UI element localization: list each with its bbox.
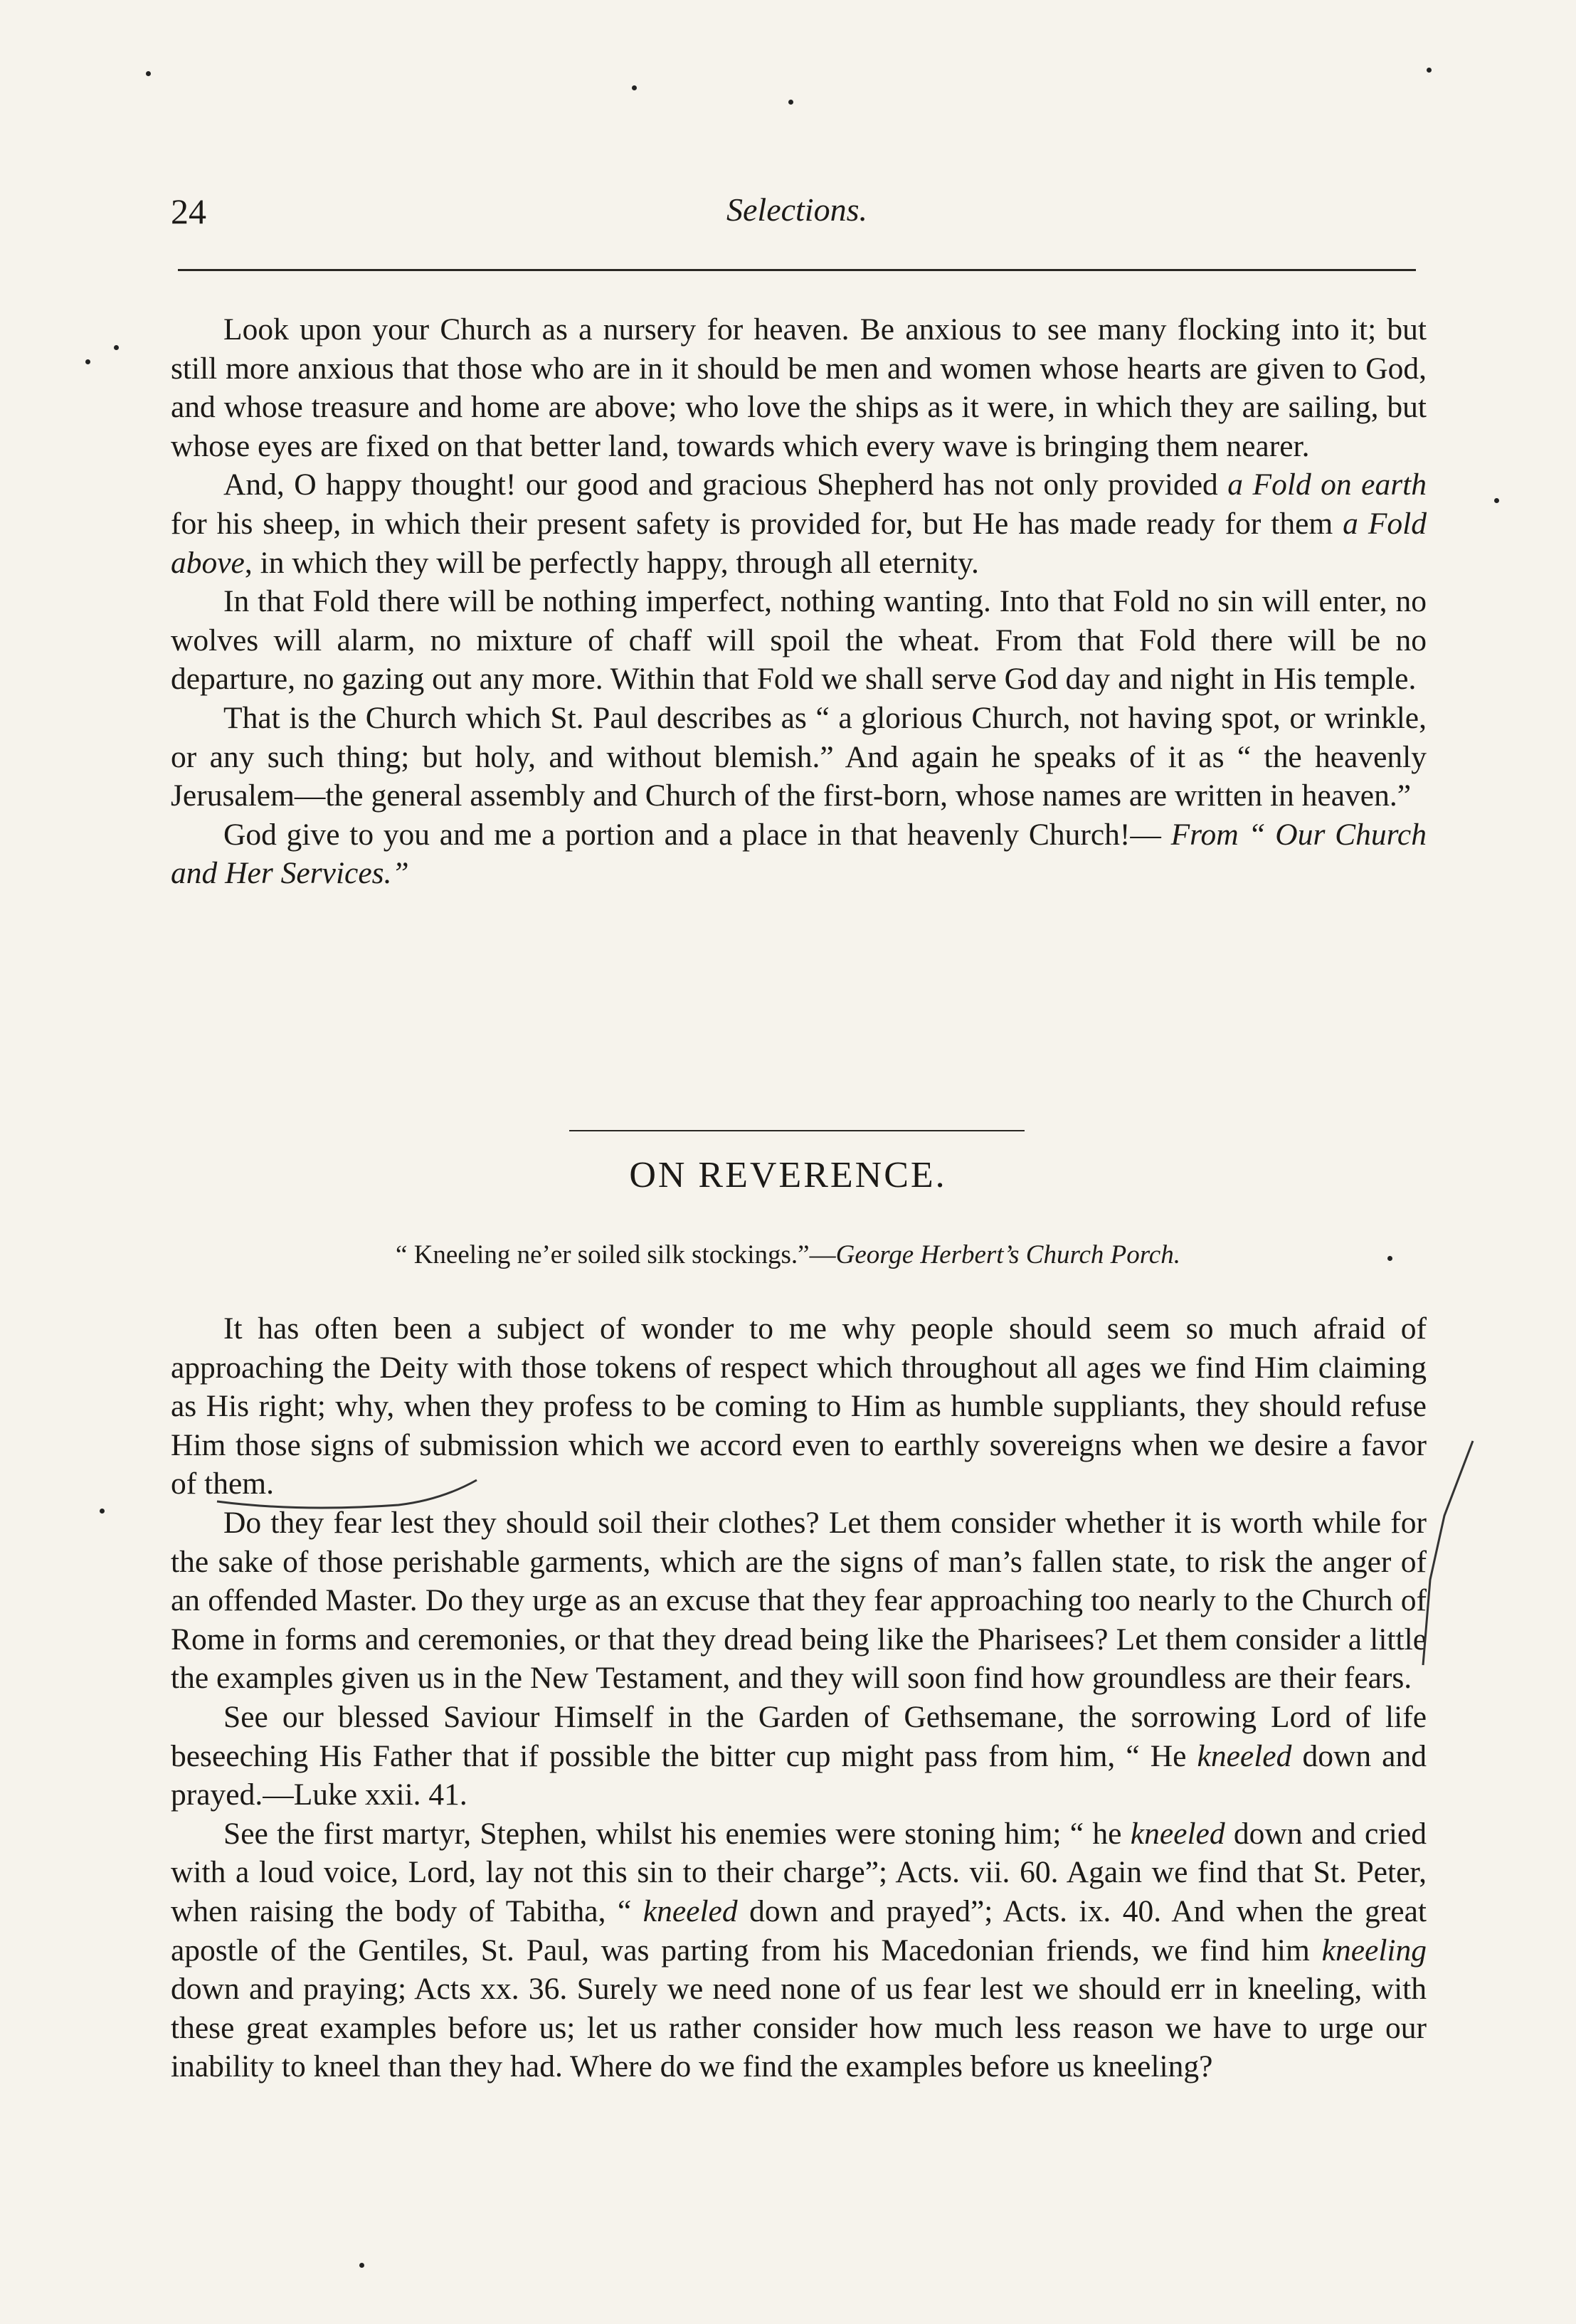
text-run: In that Fold there will be nothing imperfect, nothing wanting. Into that Fold no sin will enter, no wolves will alarm, no mixture of chaff will spoil the wheat. From that Fold there will be no departure, no gazing out any more. Within that Fold we shall serve God day and night in His temple. [171,584,1427,697]
text-run: down and prayed.—Luke xxii. 41. [171,1738,1427,1812]
text-run: down and praying; Acts xx. 36. Surely we need none of us fear lest we should err in kneeling, with these great examples before us; let us rather consider how much less reason we have to urge our inability to kneel than they had. Where do we find the examples before us kneeling? [171,1972,1427,2084]
page-number: 24 [171,191,206,231]
italic-run: a Fold above [171,506,1427,580]
text-run: And, O happy thought! our good and gracious Shepherd has not only provided [223,468,1228,502]
italic-run: kneeled [1130,1816,1225,1851]
margin-pencil-mark [1416,1437,1480,1708]
paragraph [171,310,1427,465]
epigraph [0,1240,1576,1270]
text-run: , in which they will be perfectly happy, through all eternity. [244,545,979,580]
epigraph-attribution: George Herbert’s Church Porch. [835,1240,1180,1269]
paragraph [171,1698,1427,1815]
section-1-body [171,310,1427,893]
text-run: It has often been a subject of wonder to me why people should seem so much afraid of approaching the Deity with those tokens of respect which throughout all ages we find Him claiming as His right; why, when they profess to be coming to Him as humble suppliants, they should refuse Him those signs of submission which we accord even to earthly sovereigns when we desire a favor of them. [171,1311,1427,1501]
text-run: Look upon your Church as a nursery for heaven. Be anxious to see many flocking into it; but still more anxious that those who are in it should be men and women whose hearts are given to God, and whose treasure and home are above; who love the ships as it were, in which they are sailing, but whose eyes are fixed on that better land, towards which every wave is bringing them nearer. [171,312,1427,463]
paragraph [171,465,1427,582]
paragraph [171,815,1427,893]
text-run: Do they fear lest they should soil their clothes? Let them consider whether it is worth while for the sake of those perishable garments, which are the signs of man’s fallen state, to risk the anger of an offended Master. Do they urge as an excuse that they fear approaching too nearly to the Church of Rome in forms and ceremonies, or that they dread being like the Pharisees? Let them consider a little the examples given us in the New Testament, and they will soon find how groundless are their fears. [171,1505,1427,1696]
section-divider [569,1130,1025,1131]
paragraph [171,1815,1427,2086]
italic-run: kneeled [642,1893,738,1928]
section-heading: ON REVERENCE. [629,1155,947,1195]
paragraph [171,1504,1427,1698]
text-run: for his sheep, in which their present safety is provided for, but He has made ready for them [171,506,1343,541]
text-run: See the first martyr, Stephen, whilst his enemies were stoning him; “ he [223,1816,1131,1851]
text-run: down and prayed”; Acts. ix. 40. And when the great apostle of the Gentiles, St. Paul, was parting from his Macedonian friends, we find him [171,1893,1427,1968]
text-run: See our blessed Saviour Himself in the Garden of Gethsemane, the sorrowing Lord of life beseeching His Father that if possible the bitter cup might pass from him, “ He [171,1699,1427,1773]
text-run: God give to you and me a portion and a place in that heavenly Church!— [223,817,1171,852]
epigraph-quote: “ Kneeling ne’er soiled silk stockings.”— [396,1240,836,1269]
running-title: Selections. [726,191,867,228]
italic-run: kneeled [1197,1738,1292,1773]
text-run: down and cried with a loud voice, Lord, lay not this sin to their charge”; Acts. vii. 60. Again we find that St. Peter, when raising the body of Tabitha, “ [171,1816,1427,1928]
paragraph [171,582,1427,699]
italic-run: kneeling [1321,1933,1427,1968]
italic-run: a Fold on earth [1227,468,1427,502]
header-rule [178,269,1416,271]
italic-run: From “ Our Church and Her Services.” [171,817,1427,891]
paragraph [171,699,1427,815]
underline-pencil-mark [213,1473,484,1516]
page-header [171,191,1423,241]
text-run: That is the Church which St. Paul describes as “ a glorious Church, not having spot, or wrinkle, or any such thing; but holy, and without blemish.” And again he speaks of it as “ the heavenly Jerusalem—the general assembly and Church of the first-born, whose names are written in heaven.” [171,700,1427,813]
section-2-body [171,1309,1427,2086]
